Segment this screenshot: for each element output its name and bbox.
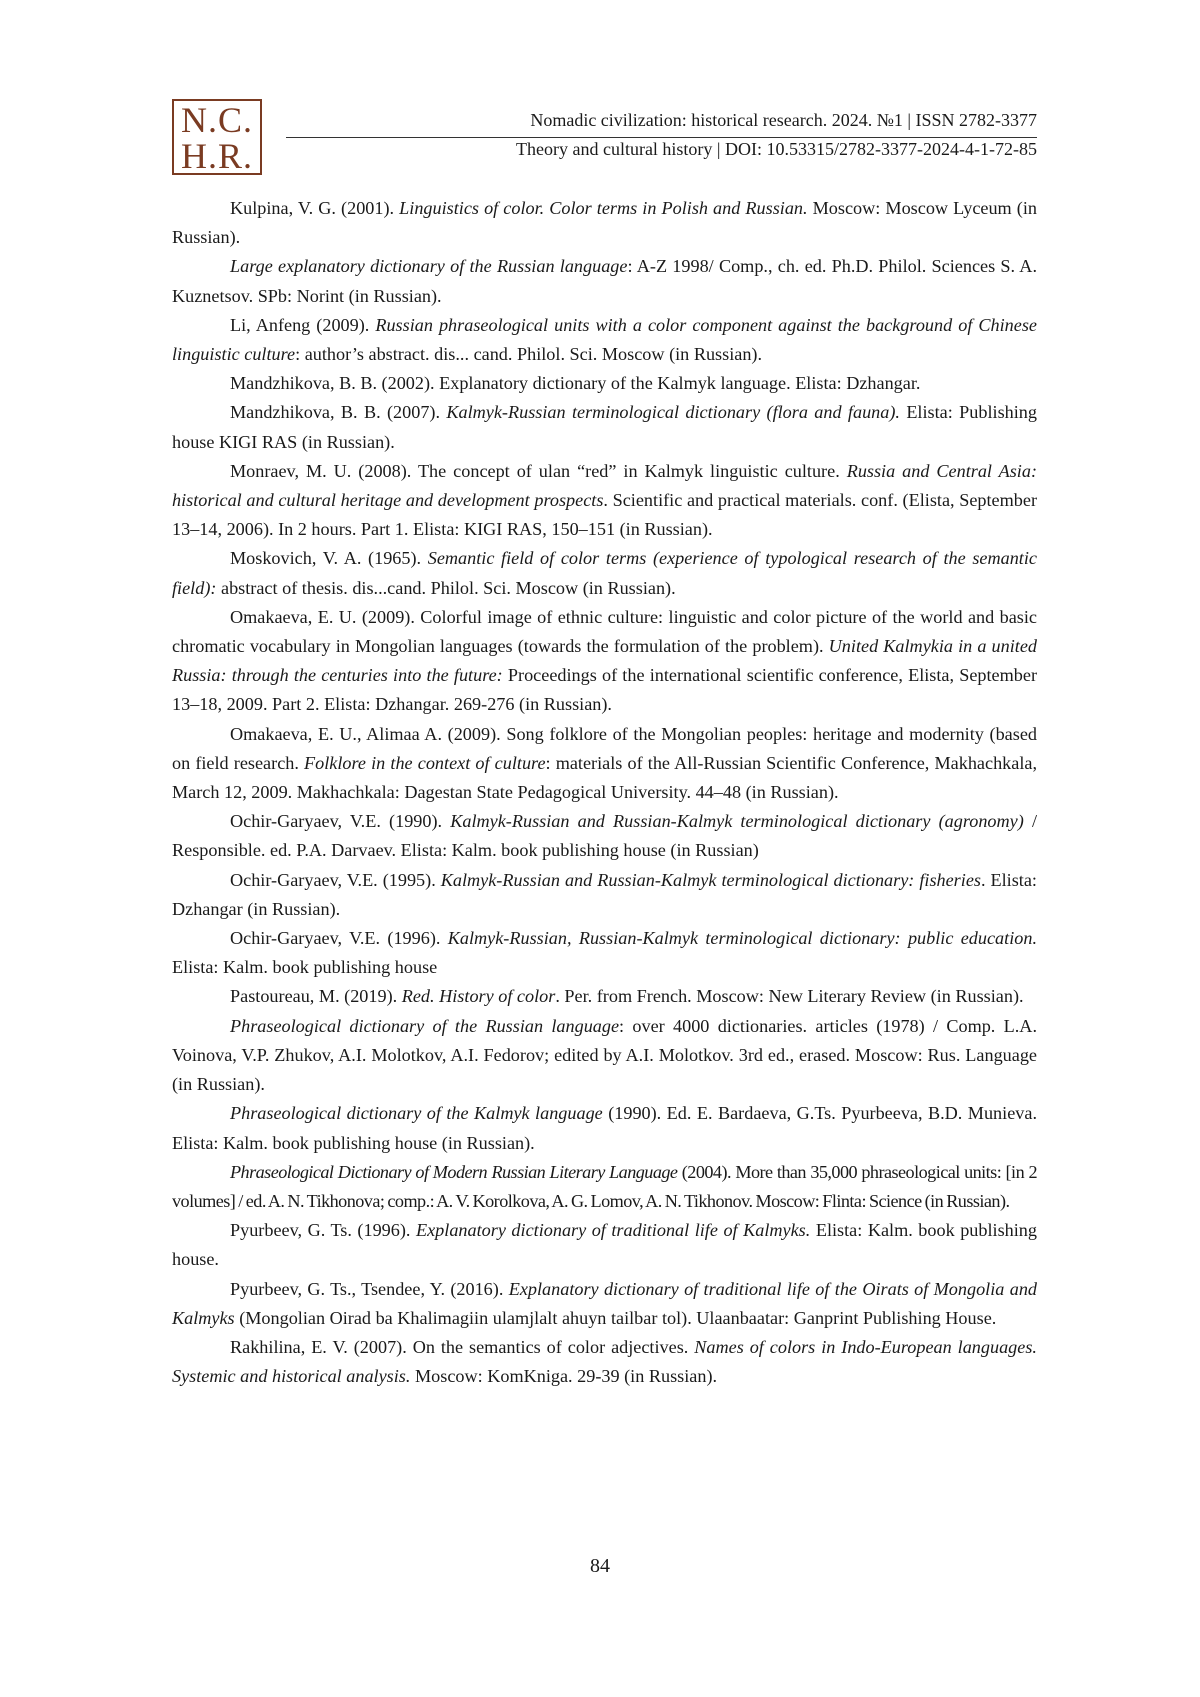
header-divider: [286, 137, 1037, 138]
reference-entry: Phraseological dictionary of the Kalmyk language (1990). Ed. E. Bardaeva, G.Ts. Pyurbeeva, B.D. Munieva. Elista: Kalm. book publishing house (in Russian).: [172, 1103, 1037, 1153]
reference-entry: Moskovich, V. A. (1965). Semantic field of color terms (experience of typological research of the semantic field): abstract of thesis. dis...cand. Philol. Sci. Moscow (in Russian).: [172, 548, 1037, 598]
reference-entry: Monraev, M. U. (2008). The concept of ulan “red” in Kalmyk linguistic culture. Russia and Central Asia: historical and cultural heritage and development prospects. Scientific and practical materials. conf. (Elista, September 13–14, 2006). In 2 hours. Part 1. Elista: KIGI RAS, 150–151 (in Russian).: [172, 460, 1038, 540]
reference-entry: Ochir-Garyaev, V.E. (1995). Kalmyk-Russian and Russian-Kalmyk terminological dictionary: fisheries. Elista: Dzhangar (in Russian).: [172, 869, 1037, 919]
reference-entry: Omakaeva, E. U. (2009). Colorful image of ethnic culture: linguistic and color picture of the world and basic chromatic vocabulary in Mongolian languages (towards the formulation of the problem). United Kalmykia in a united Russia: through the centuries into the future: Proceedings of the international scientific conference, Elista, September 13–18, 2009. Part 2. Elista: Dzhangar. 269-276 (in Russian).: [172, 606, 1037, 715]
reference-entry: Kulpina, V. G. (2001). Linguistics of color. Color terms in Polish and Russian. Moscow: Moscow Lyceum (in Russian).: [172, 198, 1037, 248]
reference-entry: Mandzhikova, B. B. (2007). Kalmyk-Russian terminological dictionary (flora and fauna). Elista: Publishing house KIGI RAS (in Russian).: [172, 402, 1037, 452]
reference-entry: Rakhilina, E. V. (2007). On the semantics of color adjectives. Names of colors in Indo-European languages. Systemic and historical analysis. Moscow: KomKniga. 29-39 (in Russian).: [172, 1336, 1037, 1387]
page-number: 84: [590, 1555, 610, 1577]
logo-line-2: H.R.: [180, 136, 253, 176]
reference-entry: Large explanatory dictionary of the Russian language: A-Z 1998/ Comp., ch. ed. Ph.D. Philol. Sciences S. A. Kuznetsov. SPb: Norint (in Russian).: [172, 256, 1037, 306]
reference-list: [172, 194, 1037, 1391]
reference-entry: Pastoureau, M. (2019). Red. History of color. Per. from French. Moscow: New Literary Review (in Russian).: [230, 986, 1024, 1007]
reference-entry: Ochir-Garyaev, V.E. (1996). Kalmyk-Russian, Russian-Kalmyk terminological dictionary: public education. Elista: Kalm. book publishing house: [172, 928, 1037, 978]
logo-line-1: N.C.: [180, 100, 253, 140]
reference-entry: Phraseological dictionary of the Russian language: over 4000 dictionaries. articles (1978) / Comp. L.A. Voinova, V.P. Zhukov, A.I. Molotkov, A.I. Fedorov; edited by A.I. Molotkov. 3rd ed., erased. Moscow: Rus. Language (in Russian).: [172, 1015, 1037, 1095]
reference-entry: Omakaeva, E. U., Alimaa A. (2009). Song folklore of the Mongolian peoples: heritage and modernity (based on field research. Folklore in the context of culture: materials of the All-Russian Scientific Conference, Makhachkala, March 12, 2009. Makhachkala: Dagestan State Pedagogical University. 44–48 (in Russian).: [172, 723, 1037, 803]
reference-entry: Phraseological Dictionary of Modern Russian Literary Language (2004). More than 35,000 phraseological units: [in 2 volumes] / ed. A. N. Tikhonova; comp.: A. V. Korolkova, A. G. Lomov, A. N. Tikhonov. Moscow: Flinta: Science (in Russian).: [172, 1161, 1037, 1211]
reference-entry: Pyurbeev, G. Ts., Tsendee, Y. (2016). Explanatory dictionary of traditional life of the Oirats of Mongolia and Kalmyks (Mongolian Oirad ba Khalimagiin ulamjlalt ahuyn tailbar tol). Ulaanbaatar: Ganprint Publishing House.: [172, 1278, 1038, 1328]
reference-entry: Li, Anfeng (2009). Russian phraseological units with a color component against the background of Chinese linguistic culture: author’s abstract. dis... cand. Philol. Sci. Moscow (in Russian).: [172, 314, 1037, 365]
reference-entry: Pyurbeev, G. Ts. (1996). Explanatory dictionary of traditional life of Kalmyks. Elista: Kalm. book publishing house.: [172, 1220, 1037, 1270]
section-doi-info: Theory and cultural history | DOI: 10.53315/2782-3377-2024-4-1-72-85: [515, 139, 1037, 159]
reference-entry: Mandzhikova, B. B. (2002). Explanatory dictionary of the Kalmyk language. Elista: Dzhangar.: [230, 373, 921, 394]
reference-entry: Ochir-Garyaev, V.E. (1990). Kalmyk-Russian and Russian-Kalmyk terminological dictionary (agronomy) / Responsible. ed. P.A. Darvaev. Elista: Kalm. book publishing house (in Russian): [172, 811, 1038, 861]
journal-logo: [172, 99, 262, 175]
journal-info: Nomadic civilization: historical research. 2024. №1 | ISSN 2782-3377: [530, 110, 1037, 130]
